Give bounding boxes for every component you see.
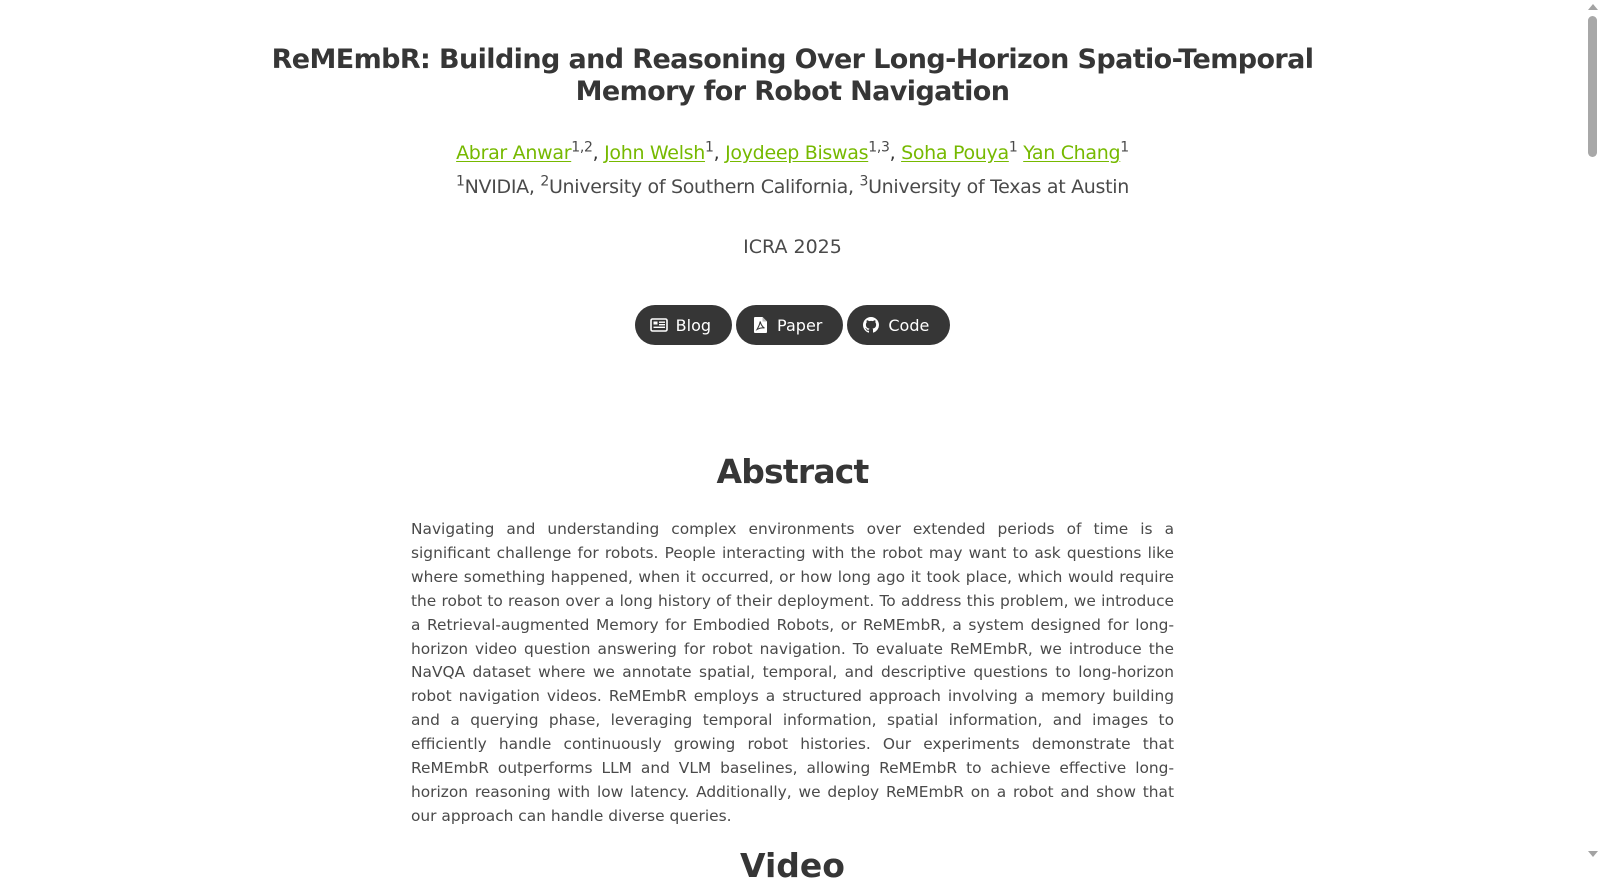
publication-links xyxy=(0,305,1585,345)
author-link-abrar-anwar[interactable]: Abrar Anwar xyxy=(456,142,572,164)
affiliation-sup: 3 xyxy=(859,173,869,190)
affiliation-nvidia: NVIDIA, xyxy=(464,176,541,198)
affiliation-ut-austin: University of Texas at Austin xyxy=(868,176,1129,198)
title-line-2: Memory for Robot Navigation xyxy=(575,76,1010,107)
scrollbar-thumb[interactable] xyxy=(1588,16,1597,157)
author-affil-sup: 1 xyxy=(705,139,714,156)
author-link-yan-chang[interactable]: Yan Chang xyxy=(1023,142,1121,164)
affiliation-sup: 1 xyxy=(455,173,465,190)
paper-button-label: Paper xyxy=(777,315,823,335)
scroll-down-arrow-icon[interactable] xyxy=(1588,851,1598,857)
author-affil-sup: 1,3 xyxy=(868,139,890,156)
affiliation-sup: 2 xyxy=(540,173,549,190)
scroll-up-arrow-icon[interactable] xyxy=(1588,4,1598,10)
abstract-heading: Abstract xyxy=(716,452,869,491)
author-affil-sup: 1,2 xyxy=(571,139,593,156)
author-affil-sup: 1 xyxy=(1008,139,1018,156)
author-list xyxy=(0,138,1585,168)
blog-button-label: Blog xyxy=(675,315,712,335)
venue-label: ICRA 2025 xyxy=(743,236,842,258)
code-button-label: Code xyxy=(888,315,930,335)
page-scrollbar[interactable] xyxy=(1585,0,1600,861)
affiliation-usc: University of Southern California, xyxy=(548,176,860,198)
affiliation-list xyxy=(0,172,1585,202)
author-separator: , xyxy=(889,142,902,164)
title-line-1: ReMEmbR: Building and Reasoning Over Long-Horizon Spatio-Temporal xyxy=(271,44,1314,75)
author-affil-sup: 1 xyxy=(1120,139,1129,156)
code-button[interactable] xyxy=(847,305,950,345)
author-link-joydeep-biswas[interactable]: Joydeep Biswas xyxy=(725,142,869,164)
blog-button[interactable] xyxy=(635,305,732,345)
author-separator: , xyxy=(713,142,726,164)
author-separator: , xyxy=(592,142,605,164)
github-icon xyxy=(862,316,880,334)
author-link-soha-pouya[interactable]: Soha Pouya xyxy=(901,142,1009,164)
author-link-john-welsh[interactable]: John Welsh xyxy=(604,142,706,164)
page-title xyxy=(0,44,1585,108)
abstract-text: Navigating and understanding complex environments over extended periods of time is a significant challenge for robots. People interacting with the robot may want to ask questions like where something happened, when it occurred, or how long ago it took place, which would require the robot to reason over a long history of their deployment. To address this problem, we introduce a Retrieval-augmented Memory for Embodied Robots, or ReMEmbR, a system designed for long-horizon video question answering for robot navigation. To evaluate ReMEmbR, we introduce the NaVQA dataset where we annotate spatial, temporal, and descriptive questions to long-horizon robot navigation videos. ReMEmbR employs a structured approach involving a memory building and a querying phase, leveraging temporal information, spatial information, and images to efficiently handle continuously growing robot histories. Our experiments demonstrate that ReMEmbR outperforms LLM and VLM baselines, allowing ReMEmbR to achieve effective long-horizon reasoning with low latency. Additionally, we deploy ReMEmbR on a robot and show that our approach can handle diverse queries. xyxy=(411,520,1174,825)
newspaper-icon xyxy=(650,316,668,334)
file-pdf-icon xyxy=(751,316,769,334)
paper-button[interactable] xyxy=(736,305,843,345)
video-heading: Video xyxy=(740,846,845,885)
